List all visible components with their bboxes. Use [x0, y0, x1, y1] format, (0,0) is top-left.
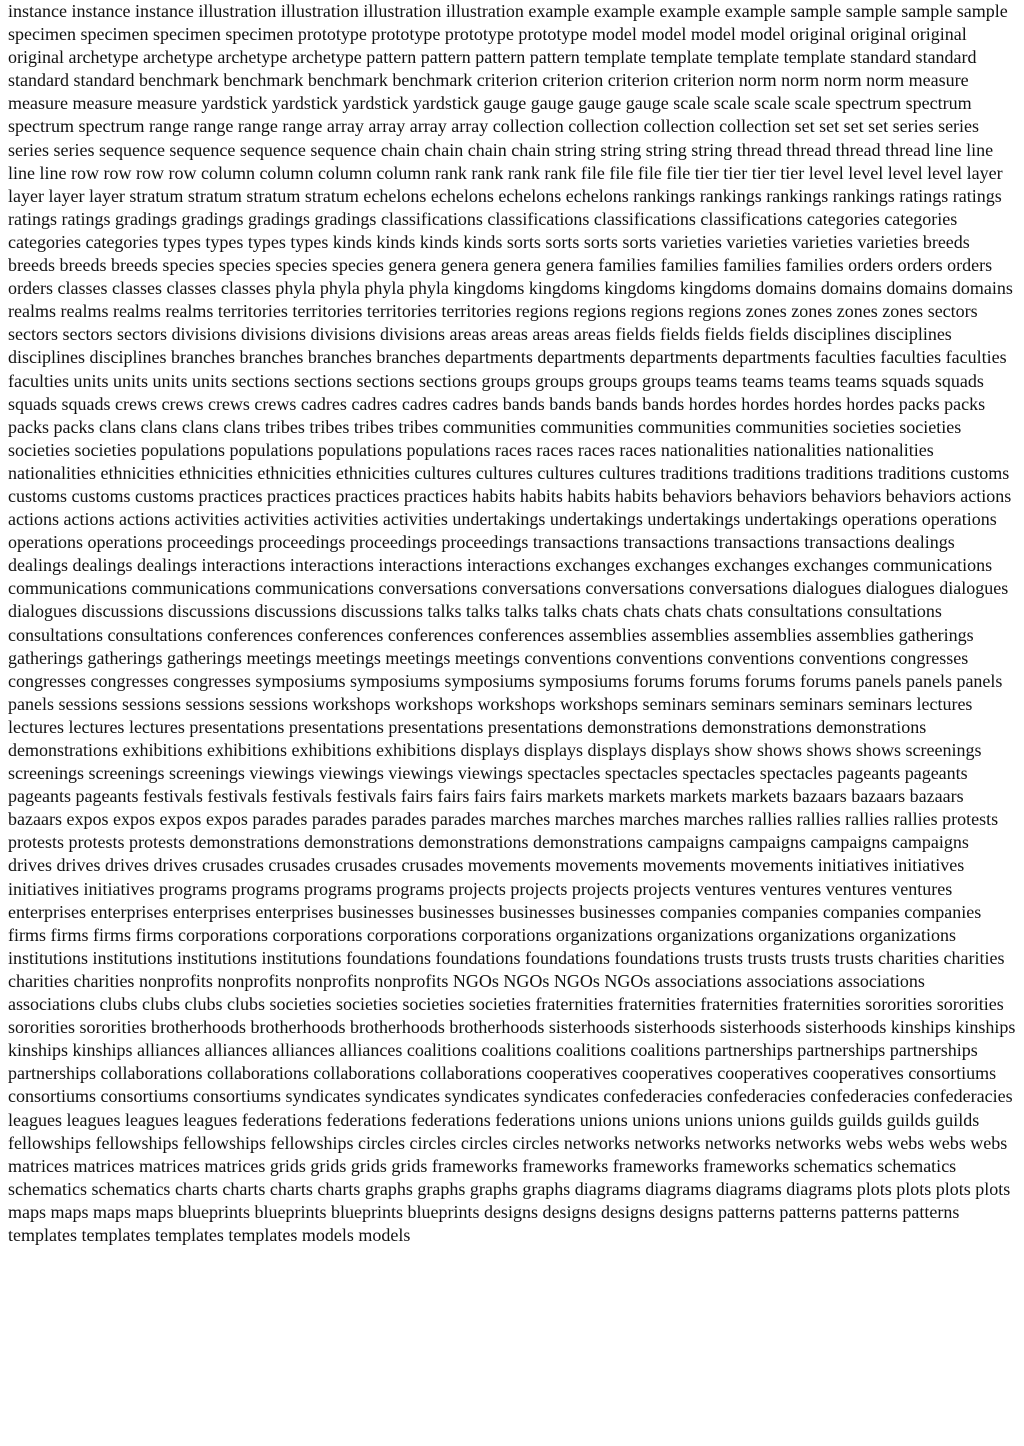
document-body-text: instance instance instance illustration illustration illustration illustration example example example example sample sample sample sample specimen specimen specimen specimen prototype prototype prototype prototype model model model model original original original original archetype archetype archetype archetype pattern pattern pattern pattern template template template template standard standard standard standard benchmark benchmark benchmark benchmark criterion criterion criterion criterion norm norm norm norm measure measure measure measure yardstick yardstick yardstick yardstick gauge gauge gauge gauge scale scale scale scale spectrum spectrum spectrum spectrum range range range range array array array array collection collection collection collection set set set set series series series series sequence sequence sequence sequence chain chain chain chain string string string string thread thread thread thread line line line line row row row row column column column column rank rank rank rank file file file file tier tier tier tier level level level level layer layer layer layer stratum stratum stratum stratum echelons echelons echelons echelons rankings rankings rankings rankings ratings ratings ratings ratings gradings gradings gradings gradings classifications classifications classifications classifications categories categories categories categories types types types types kinds kinds kinds kinds sorts sorts sorts sorts varieties varieties varieties varieties breeds breeds breeds breeds species species species species genera genera genera genera families families families families orders orders orders orders classes classes classes classes phyla phyla phyla phyla kingdoms kingdoms kingdoms kingdoms domains domains domains domains realms realms realms realms territories territories territories territories regions regions regions regions zones zones zones zones sectors sectors sectors sectors divisions divisions divisions divisions areas areas areas areas fields fields fields fields disciplines disciplines disciplines disciplines branches branches branches branches departments departments departments departments faculties faculties faculties faculties units units units units sections sections sections sections groups groups groups groups teams teams teams teams squads squads squads squads crews crews crews crews cadres cadres cadres cadres bands bands bands bands hordes hordes hordes hordes packs packs packs packs clans clans clans clans tribes tribes tribes tribes communities communities communities communities societies societies societies societies populations populations populations populations races races races races nationalities nationalities nationalities nationalities ethnicities ethnicities ethnicities ethnicities cultures cultures cultures cultures traditions traditions traditions traditions customs customs customs customs practices practices practices practices habits habits habits habits behaviors behaviors behaviors behaviors actions actions actions actions activities activities activities activities undertakings undertakings undertakings undertakings operations operations operations operations proceedings proceedings proceedings proceedings transactions transactions transactions transactions dealings dealings dealings dealings interactions interactions interactions interactions exchanges exchanges exchanges exchanges communications communications communications communications conversations conversations conversations conversations dialogues dialogues dialogues dialogues discussions discussions discussions discussions talks talks talks talks chats chats chats chats consultations consultations consultations consultations conferences conferences conferences conferences assemblies assemblies assemblies assemblies gatherings gatherings gatherings gatherings meetings meetings meetings meetings conventions conventions conventions conventions congresses congresses congresses congresses symposiums symposiums symposiums symposiums forums forums forums forums panels panels panels panels sessions sessions sessions sessions workshops workshops workshops workshops seminars seminars seminars seminars lectures lectures lectures lectures presentations presentations presentations presentations demonstrations demonstrations demonstrations demonstrations exhibitions exhibitions exhibitions exhibitions displays displays displays displays show shows shows shows screenings screenings screenings screenings viewings viewings viewings viewings spectacles spectacles spectacles spectacles pageants pageants pageants pageants festivals festivals festivals festivals fairs fairs fairs fairs markets markets markets markets bazaars bazaars bazaars bazaars expos expos expos expos parades parades parades parades marches marches marches marches rallies rallies rallies rallies protests protests protests protests demonstrations demonstrations demonstrations demonstrations campaigns campaigns campaigns campaigns drives drives drives drives crusades crusades crusades crusades movements movements movements movements initiatives initiatives initiatives initiatives programs programs programs programs projects projects projects projects ventures ventures ventures ventures enterprises enterprises enterprises enterprises businesses businesses businesses businesses companies companies companies companies firms firms firms firms corporations corporations corporations corporations organizations organizations organizations organizations institutions institutions institutions institutions foundations foundations foundations foundations trusts trusts trusts trusts charities charities charities charities nonprofits nonprofits nonprofits nonprofits NGOs NGOs NGOs NGOs associations associations associations associations clubs clubs clubs clubs societies societies societies societies fraternities fraternities fraternities fraternities sororities sororities sororities sororities brotherhoods brotherhoods brotherhoods brotherhoods sisterhoods sisterhoods sisterhoods sisterhoods kinships kinships kinships kinships alliances alliances alliances alliances coalitions coalitions coalitions coalitions partnerships partnerships partnerships partnerships collaborations collaborations collaborations collaborations cooperatives cooperatives cooperatives cooperatives consortiums consortiums consortiums consortiums syndicates syndicates syndicates syndicates confederacies confederacies confederacies confederacies leagues leagues leagues leagues federations federations federations federations unions unions unions unions guilds guilds guilds guilds fellowships fellowships fellowships fellowships circles circles circles circles networks networks networks networks webs webs webs webs matrices matrices matrices matrices grids grids grids grids frameworks frameworks frameworks frameworks schematics schematics schematics schematics charts charts charts charts graphs graphs graphs graphs diagrams diagrams diagrams diagrams plots plots plots plots maps maps maps maps blueprints blueprints blueprints blueprints designs designs designs designs patterns patterns patterns patterns templates templates templates templates models models [8, 1, 1016, 1245]
